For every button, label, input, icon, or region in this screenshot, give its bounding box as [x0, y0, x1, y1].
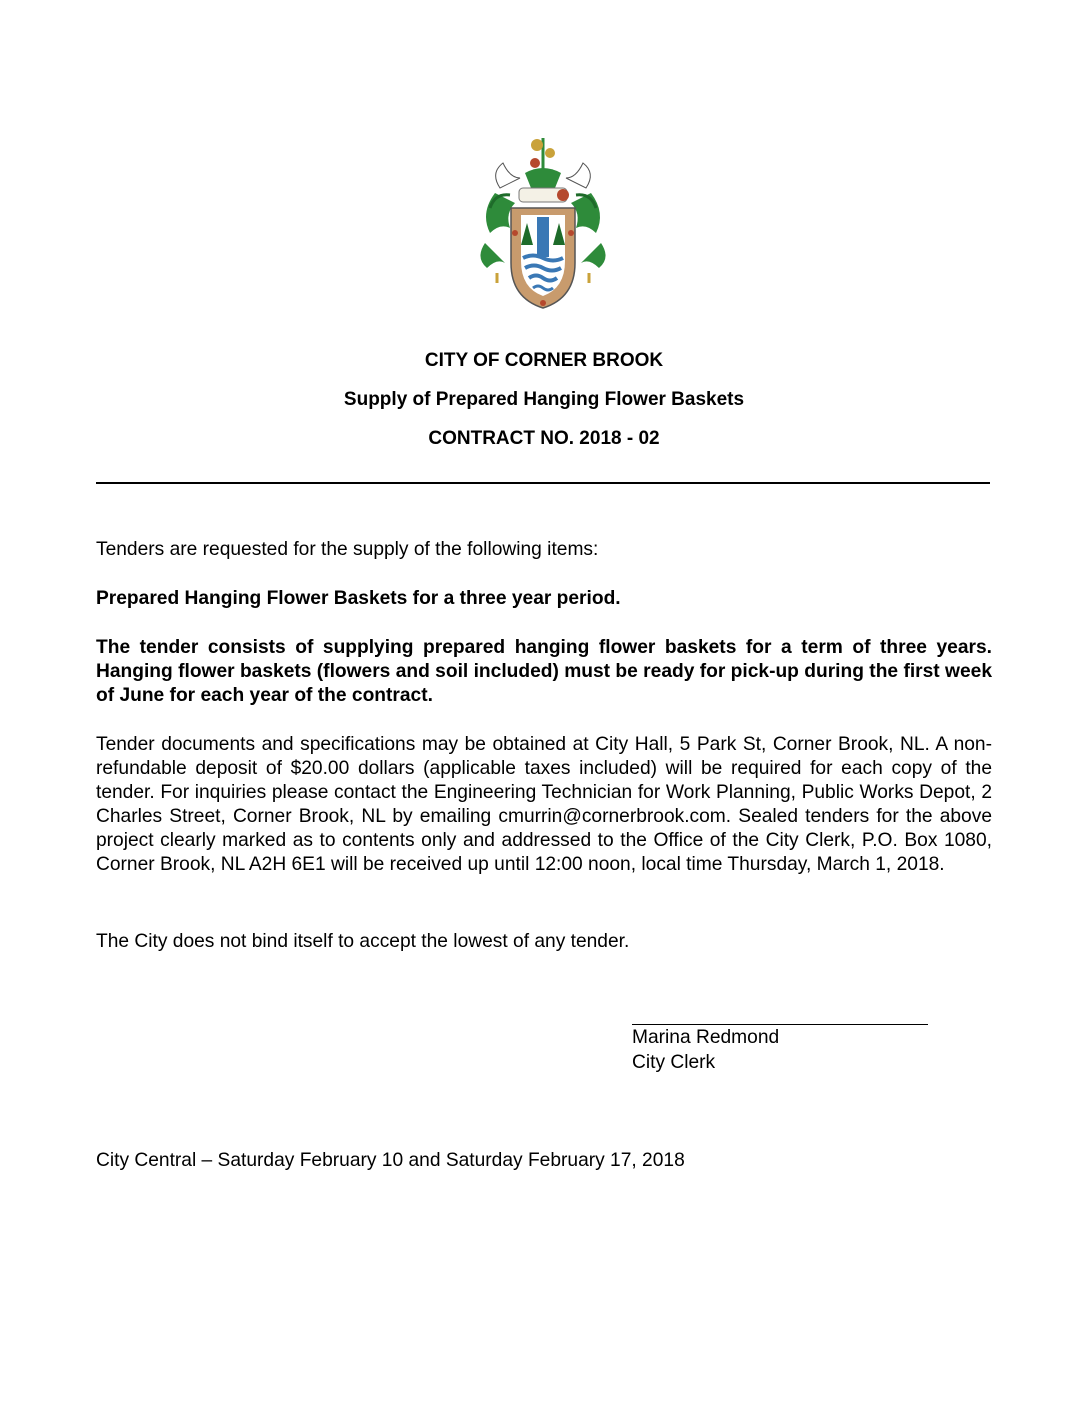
signature-line	[632, 1024, 928, 1025]
intro-paragraph: Tenders are requested for the supply of the following items:	[96, 539, 599, 560]
city-coat-of-arms-icon	[475, 133, 611, 313]
tender-subject: Supply of Prepared Hanging Flower Baskets	[343, 389, 745, 410]
details-paragraph: Tender documents and specifications may be obtained at City Hall, 5 Park St, Corner Brook, NL. A non-refundable deposit of $20.00 dollars (applicable taxes included) will be required for each copy of the tender. For inquiries please contact the Engineering Technician for Work Planning, Public Works Depot, 2 Charles Street, Corner Brook, NL by emailing cmurrin@cornerbrook.com. Sealed tenders for the above project clearly marked as to contents only and addressed to the Office of the City Clerk, P.O. Box 1080, Corner Brook, NL A2H 6E1 will be received up until 12:00 noon, local time Thursday, March 1, 2018.	[96, 734, 992, 875]
contract-number: CONTRACT NO. 2018 - 02	[428, 428, 660, 449]
publication-note: City Central – Saturday February 10 and Saturday February 17, 2018	[96, 1150, 685, 1171]
page-title: CITY OF CORNER BROOK	[424, 350, 664, 371]
signatory-title: City Clerk	[632, 1052, 716, 1073]
signatory-name: Marina Redmond	[632, 1027, 780, 1048]
header-divider	[96, 482, 990, 484]
disclaimer-paragraph: The City does not bind itself to accept the lowest of any tender.	[96, 931, 630, 952]
terms-paragraph: The tender consists of supplying prepared hanging flower baskets for a term of three years. Hanging flower baskets (flowers and soil included) must be ready for pick-up during the first week of June for each year of the contract.	[96, 637, 992, 706]
item-paragraph: Prepared Hanging Flower Baskets for a three year period.	[96, 588, 621, 609]
